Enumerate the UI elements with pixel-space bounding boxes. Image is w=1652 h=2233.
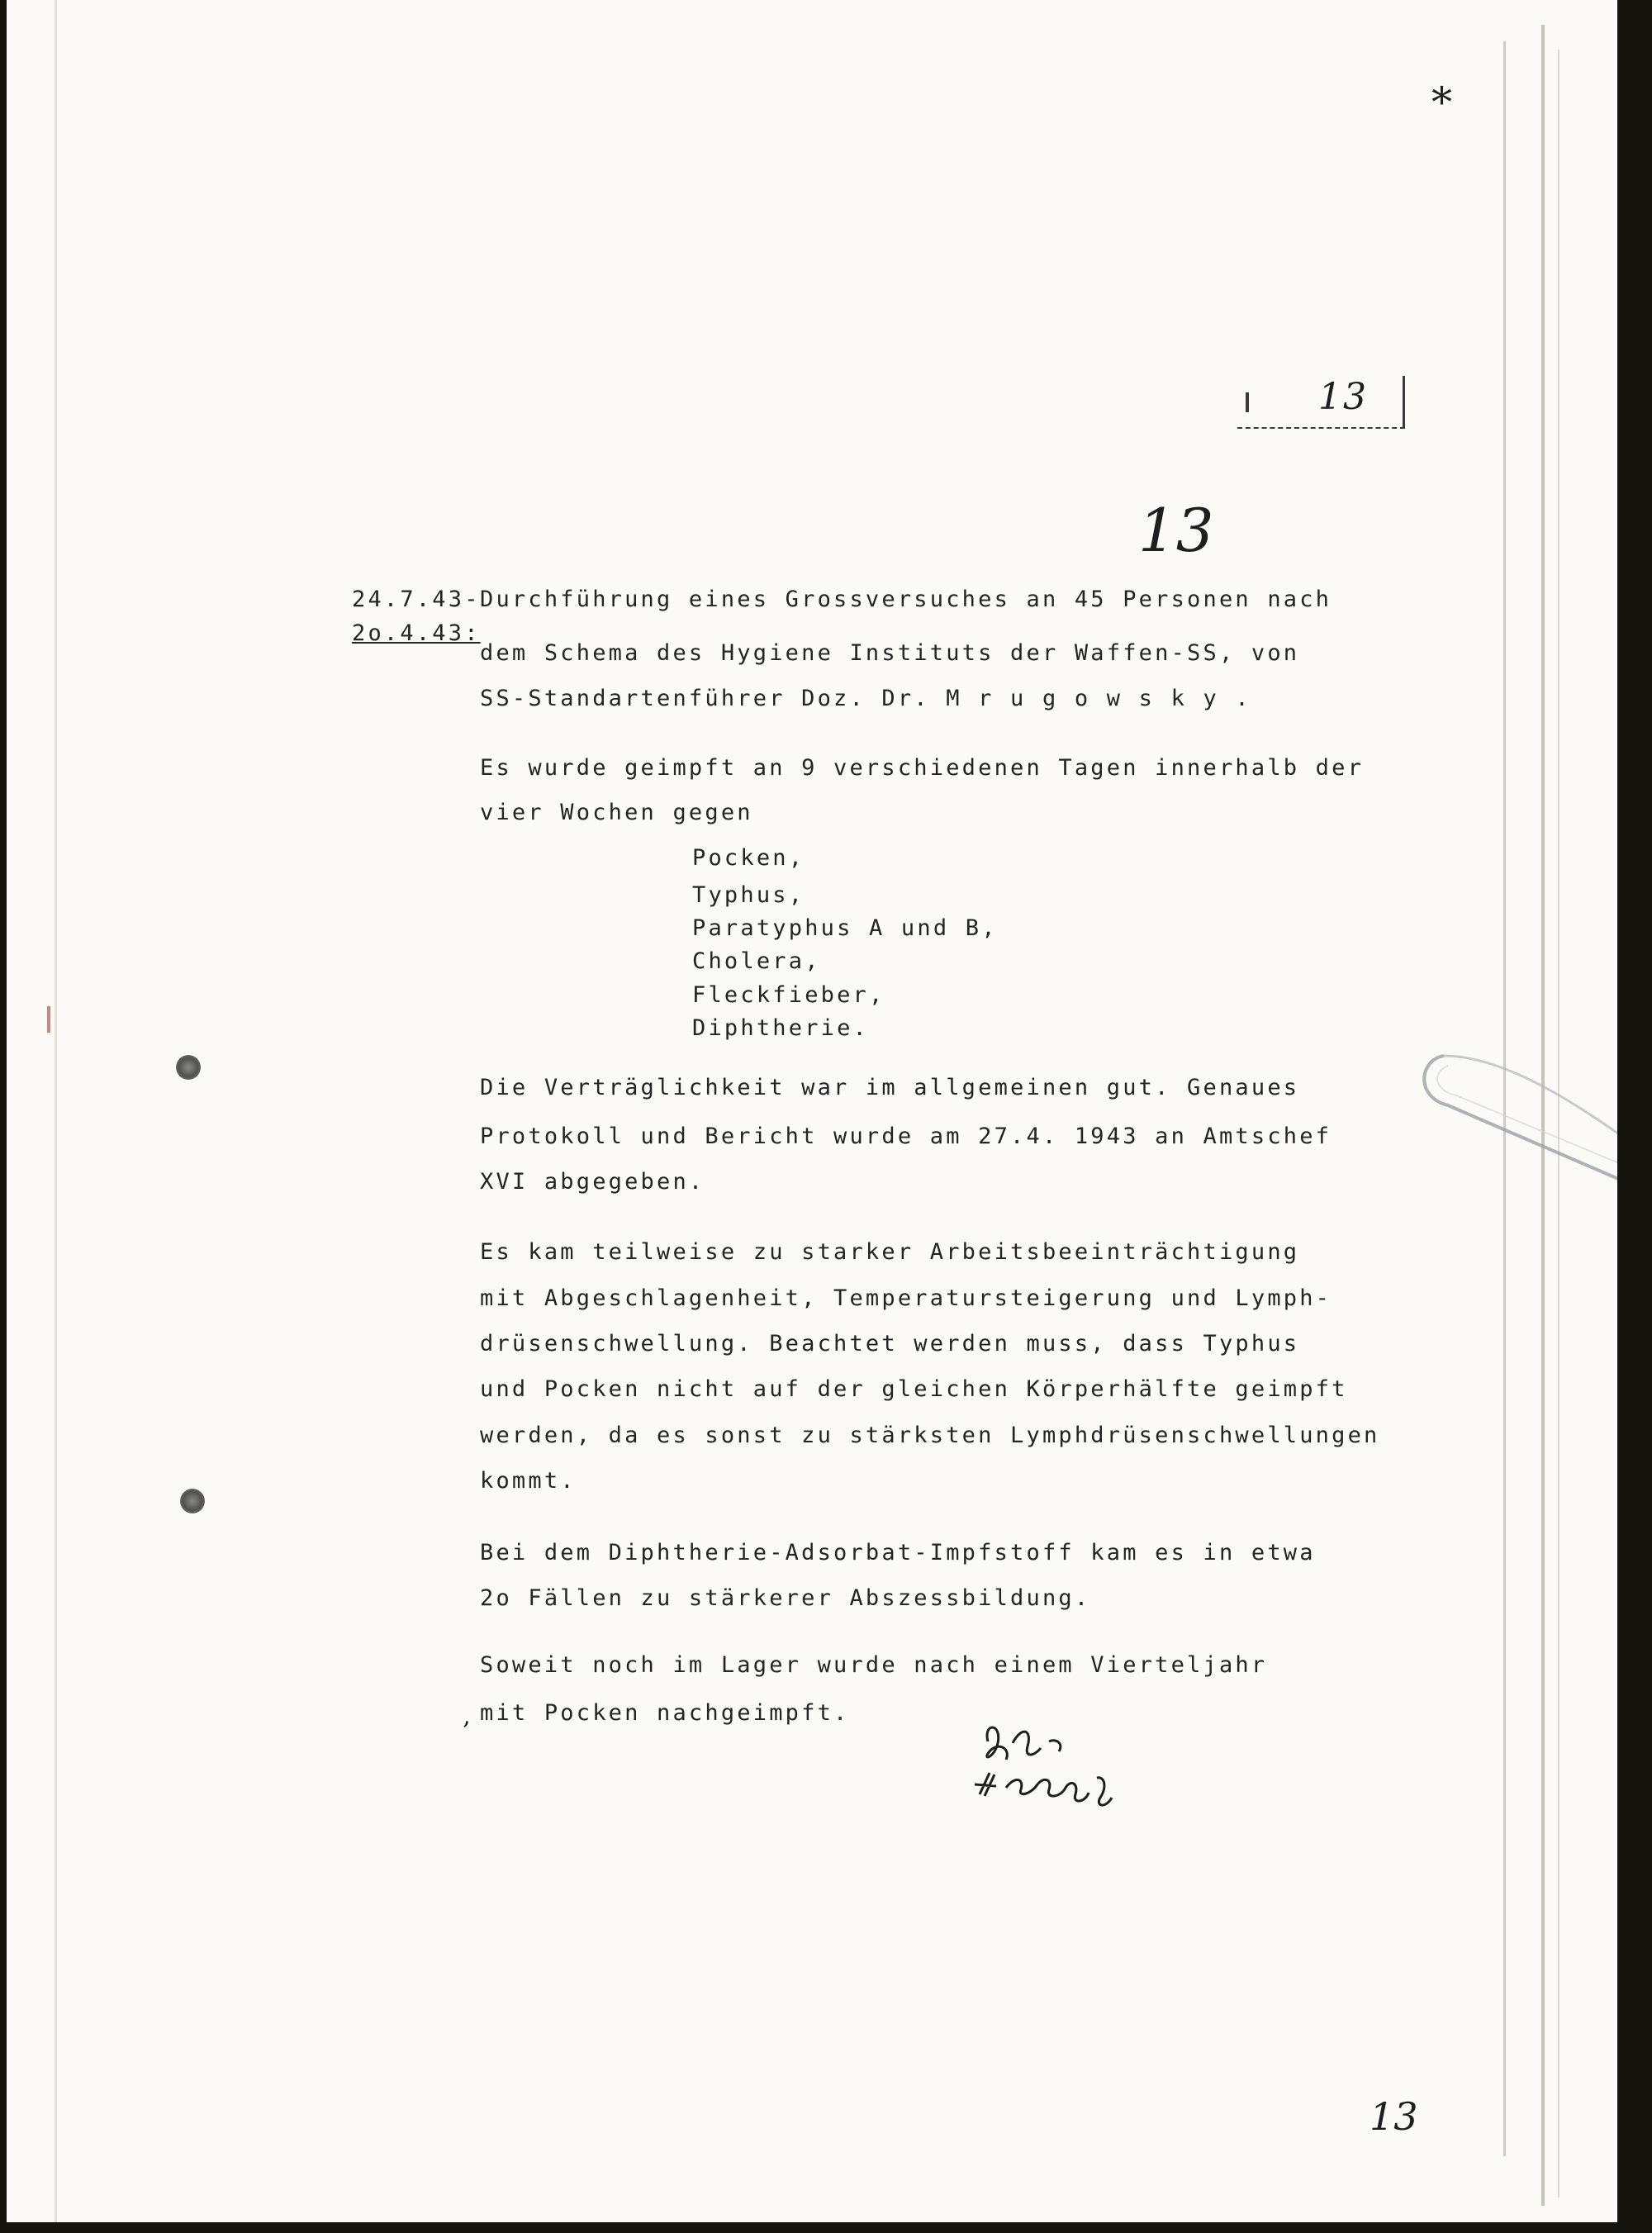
vaccine-item: Diphtherie. xyxy=(692,1015,870,1041)
tolerance-line: Die Verträglichkeit war im allgemeinen gut. Genaues xyxy=(480,1075,1300,1100)
date-range-end: 2o.4.43: xyxy=(352,620,481,646)
footer-page-number: 13 xyxy=(1370,2094,1418,2139)
binding-fold xyxy=(55,0,57,2222)
vaccine-item: Pocken, xyxy=(692,845,805,871)
vaccine-item: Typhus, xyxy=(692,882,805,908)
stamp-tick xyxy=(1246,392,1249,412)
vaccine-item: Fleckfieber, xyxy=(692,982,885,1008)
booster-line: mit Pocken nachgeimpft. xyxy=(480,1700,850,1726)
paper-clip xyxy=(1411,1039,1652,1238)
intro-line: SS-Standartenführer Doz. Dr. M r u g o w s k y . xyxy=(480,686,1251,711)
asterisk-mark: * xyxy=(1431,78,1452,126)
handwritten-signature xyxy=(973,1718,1130,1817)
vaccination-line: Es wurde geimpft an 9 verschiedenen Tagen innerhalb der xyxy=(480,755,1365,781)
stamp-number: 13 xyxy=(1318,376,1368,418)
diphtheria-line: Bei dem Diphtherie-Adsorbat-Impfstoff kam es in etwa xyxy=(480,1540,1316,1565)
margin-stain xyxy=(47,1006,50,1033)
handwritten-page-number: 13 xyxy=(1138,496,1214,565)
side-effects-line: werden, da es sonst zu stärksten Lymphdrüsenschwellungen xyxy=(480,1423,1380,1448)
side-effects-line: kommt. xyxy=(480,1468,577,1494)
tolerance-line: Protokoll und Bericht wurde am 27.4. 1943 an Amtschef xyxy=(480,1124,1332,1149)
vaccine-item: Paratyphus A und B, xyxy=(692,915,998,941)
side-effects-line: und Pocken nicht auf der gleichen Körperhälfte geimpft xyxy=(480,1376,1348,1402)
scan-border xyxy=(1617,0,1652,2233)
side-effects-line: Es kam teilweise zu starker Arbeitsbeeinträchtigung xyxy=(480,1239,1300,1265)
margin-tick-mark: ‚ xyxy=(463,1702,471,1731)
punch-hole xyxy=(176,1055,201,1080)
date-range xyxy=(352,588,481,644)
vaccine-item: Cholera, xyxy=(692,948,821,974)
diphtheria-line: 2o Fällen zu stärkerer Abszessbildung. xyxy=(480,1585,1091,1611)
tolerance-line: XVI abgegeben. xyxy=(480,1169,705,1195)
intro-line: dem Schema des Hygiene Instituts der Waffen-SS, von xyxy=(480,640,1300,666)
intro-line: Durchführung eines Grossversuches an 45 Personen nach xyxy=(480,587,1332,612)
document-page xyxy=(7,0,1620,2222)
vaccination-line: vier Wochen gegen xyxy=(480,800,753,825)
side-effects-line: mit Abgeschlagenheit, Temperatursteigerung und Lymph- xyxy=(480,1285,1332,1311)
date-range-start: 24.7.43- xyxy=(352,587,481,612)
booster-line: Soweit noch im Lager wurde nach einem Vierteljahr xyxy=(480,1652,1268,1678)
side-effects-line: drüsenschwellung. Beachtet werden muss, dass Typhus xyxy=(480,1331,1300,1356)
punch-hole xyxy=(180,1489,205,1513)
